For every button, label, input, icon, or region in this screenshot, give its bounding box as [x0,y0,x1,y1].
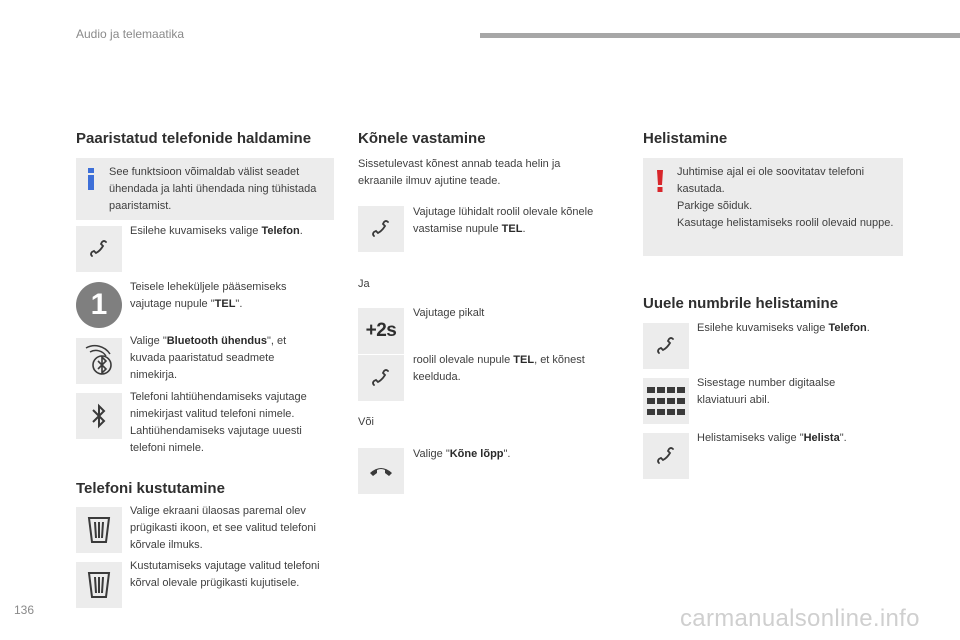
step-confirm-delete: Kustutamiseks vajutage valitud telefoni kõrval olevale prügikasti kujutisele. [130,560,320,589]
step-tel-button: Teisele leheküljele pääsemiseks vajutage nupule "TEL". [130,281,287,310]
keypad-icon [643,378,689,424]
warning-icon [655,170,665,192]
phone-icon [76,226,122,272]
header-bar [480,33,960,38]
answer-intro: Sissetulevast kõnest annab teada helin ja ekraanile ilmuv ajutine teade. [358,158,561,187]
step-long-press: Vajutage pikalt [413,307,485,319]
header-title: Audio ja telemaatika [76,27,185,41]
chapter-badge: 1 [76,282,122,328]
watermark: carmanualsonline.info [680,605,920,632]
step-reject: roolil olevale nupule TEL, et kõnest keelduda. [413,354,585,383]
section-heading-calling: Helistamine [643,130,728,147]
long-press-icon [358,308,404,354]
label-ja: Ja [358,278,370,290]
section-heading-pairing: Paaristatud telefonide haldamine [76,130,312,147]
phone-icon [358,355,404,401]
trash-icon [76,562,122,608]
step-keypad: Sisestage number digitaalse klaviatuuri abil. [697,377,836,406]
warning-text: Juhtimise ajal ei ole soovitatav telefoni kasutada. Parkige sõiduk. Kasutage helistamiseks roolil olevaid nuppe. [677,166,894,229]
phone-icon [643,433,689,479]
section-heading-delete: Telefoni kustutamine [76,480,225,497]
long-press-label: +2s [365,320,397,341]
phone-icon [643,323,689,369]
trash-icon [76,507,122,553]
hang-up-icon [358,448,404,494]
phone-icon [358,206,404,252]
step-end-call: Valige "Kõne lõpp". [413,448,511,460]
page-number: 136 [14,603,35,617]
info-text: See funktsioon võimaldab välist seadet ühendada ja lahti ühendada ning tühistada paaristamist. [109,166,317,212]
step-call: Helistamiseks valige "Helista". [697,432,847,444]
label-voi: Või [358,416,374,428]
step-home-telefon: Esilehe kuvamiseks valige Telefon. [130,225,303,237]
bluetooth-connection-icon [76,338,122,384]
bluetooth-icon [76,393,122,439]
section-heading-answer: Kõnele vastamine [358,130,486,147]
info-icon [86,168,96,190]
step-bluetooth: Valige "Bluetooth ühendus", et kuvada paaristatud seadmete nimekirja. [130,335,287,381]
step-answer: Vajutage lühidalt roolil olevale kõnele vastamise nupule TEL. [413,206,594,235]
step-home-telefon-2: Esilehe kuvamiseks valige Telefon. [697,322,870,334]
step-disconnect: Telefoni lahtiühendamiseks vajutage nimekirjast valitud telefoni nimele. Lahtiühendamiseks vajutage uuesti telefoni nimele. [130,391,307,454]
section-heading-new-number: Uuele numbrile helistamine [643,295,839,312]
step-select-trash: Valige ekraani ülaosas paremal olev prügikasti ikoon, et see valitud telefoni kõrvale ilmuks. [130,505,316,551]
